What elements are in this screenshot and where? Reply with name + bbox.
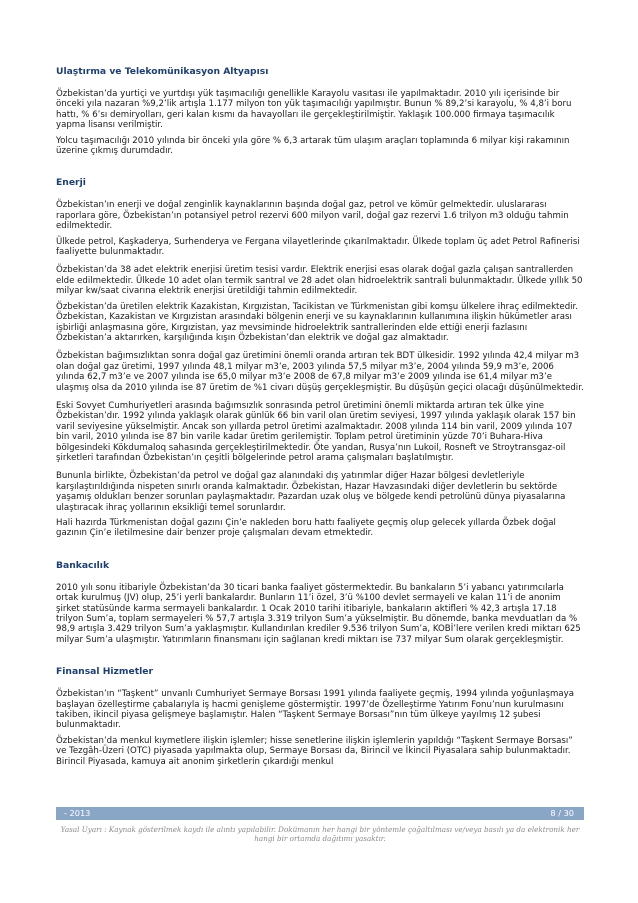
- paragraph: Özbekistan’da üretilen elektrik Kazakistan, Kırgızistan, Tacikistan ve Türkmenistan gibi komşu ülkelere ihraç edilmektedir. Özbekistan, Kazakistan ve Kırgızistan arasındaki bölgenin enerji ve su kaynaklarının kullanımına ilişkin hükümetler arası işbirliği anlaşmasına göre, Kırgızistan, yaz mevsiminde hidroelektrik santrallerinden elde ettiği enerji fazlasını Özbekistan’a aktarırken, karşılığında kışın Özbekistan’dan elektrik ve doğal gaz almaktadır.: [56, 301, 579, 343]
- paragraph: Özbekistan’da 38 adet elektrik enerjisi üretim tesisi vardır. Elektrik enerjisi esas olarak doğal gazla çalışan santrallerden elde edilmektedir. Ülkede 10 adet olan termik santral ve 28 adet olan hidroelektrik santrali bulunmaktadır. Ülkede yıllık 50 milyar kw/saat civarına elektrik enerjisi üretildiği tahmin edilmektedir.: [56, 265, 583, 297]
- paragraph: Yolcu taşımacılığı 2010 yılında bir önceki yıla göre % 6,3 artarak tüm ulaşım araçları toplamında 6 milyar kişi rakamının üzerine çıkmış durumdadır.: [56, 135, 570, 157]
- paragraph: Hali hazırda Türkmenistan doğal gazını Çin’e nakleden boru hattı faaliyete geçmiş olup gelecek yıllarda Özbek doğal gazının Çin’e iletilmesine dair benzer proje çalışmaları devam etmektedir.: [56, 518, 556, 539]
- document-body: [56, 66, 584, 788]
- paragraph: Ülkede petrol, Kaşkaderya, Surhenderya ve Fergana vilayetlerinde çıkarılmaktadır. Ülkede toplam üç adet Petrol Rafinerisi faaliyette bulunmaktadır.: [56, 236, 580, 258]
- legal-disclaimer: Yasal Uyarı : Kaynak gösterilmek kaydı ile alıntı yapılabilir. Dokümanın her hangi bir yöntemle çoğaltılması ve/veya basılı ya da elektronik her hangi bir ortamda dağıtımı yasaktır.: [60, 825, 580, 843]
- section-bankacilik: [56, 560, 584, 645]
- section-enerji: [56, 177, 584, 538]
- section-heading: Bankacılık: [56, 559, 110, 571]
- paragraph: Özbekistan’ın “Taşkent” unvanlı Cumhuriyet Sermaye Borsası 1991 yılında faaliyete geçmiş, 1994 yılında yoğunlaşmaya başlayan özelleştirme çabalarıyla iş hacmi genişleme göstermiştir. 1997’de Özelleştirme Yatırım Fonu’nun kurulmasını takiben, ikincil piyasa gelişmeye başlamıştır. Halen “Taşkent Sermaye Borsası”nın tüm ülkeye yayılmış 12 şubesi bulunmaktadır.: [56, 689, 574, 731]
- section-heading: Finansal Hizmetler: [56, 666, 154, 678]
- paragraph: Bununla birlikte, Özbekistan’da petrol ve doğal gaz alanındaki dış yatırımlar diğer Hazar bölgesi devletleriyle karşılaştırıldığında nispeten sınırlı oranda kalmaktadır. Özbekistan, Hazar Havzasındaki diğer devletlerin bu sektörde yaşamış oldukları benzer sorunları paylaşmaktadır. Pazardan uzak oluş ve bölgede kendi petrolünü dünya piyasalarına ulaştıracak ihraç yollarının eksikliği temel sorunlardır.: [56, 471, 566, 513]
- section-ulastirma: [56, 66, 584, 156]
- footer-bar: [56, 807, 584, 820]
- footer-year: - 2013: [64, 808, 91, 818]
- section-finansal-hizmetler: [56, 666, 584, 767]
- paragraph: Özbekistan bağımsızlıktan sonra doğal gaz üretimini önemli oranda artıran tek BDT ülkesidir. 1992 yılında 42,4 milyar m3 olan doğal gaz üretimi, 1997 yılında 48,1 milyar m3’e, 2003 yılında 57,5 milyar m3’e, 2004 yılında 59,9 m3’e, 2006 yılında 62,7 m3’e ve 2007 yılında ise 65,0 milyar m3’e 2008 de 67,8 milyar m3’e 2009 yılında ise 61,4 milyar m3’e ulaşmış olsa da 2010 yılında ise 87 üretim de %1 civarı düşüş gerçekleşmiştir. Bu düşüşün geçici olacağı düşünülmektedir.: [56, 351, 584, 393]
- paragraph: Özbekistan’da yurtiçi ve yurtdışı yük taşımacılığı genellikle Karayolu vasıtası ile yapılmaktadır. 2010 yılı içerisinde bir önceki yıla nazaran %9,2’lik artışla 1.177 milyon ton yük taşımacılığı yapılmıştır. Bunun % 89,2’si karayolu, % 4,8’i boru hattı, % 6’sı demiryolları, geri kalan kısmı da havayolları ile gerçekleştirilmiştir. Yaklaşık 100.000 firmaya taşımacılık yapma lisansı verilmiştir.: [56, 89, 572, 131]
- section-heading: Enerji: [56, 177, 86, 189]
- paragraph: Özbekistan’da menkul kıymetlere ilişkin işlemler; hisse senetlerine ilişkin işlemlerin yapıldığı “Taşkent Sermaye Borsası” ve Tezgâh-Üzeri (OTC) piyasada yapılmakta olup, Sermaye Borsası da, Birincil ve İkincil Piyasalara sahip bulunmaktadır. Birincil Piyasada, kamuya ait anonim şirketlerin çıkardığı menkul: [56, 735, 573, 767]
- paragraph: 2010 yılı sonu itibariyle Özbekistan’da 30 ticari banka faaliyet göstermektedir. Bu bankaların 5’i yabancı yatırımcılarla ortak kurulmuş (JV) olup, 25’i yerli bankalardır. Bunların 11’i özel, 3’ü %100 devlet sermayeli ve kalan 11’i de anonim şirket statüsünde karma sermayeli bankalardır. 1 Ocak 2010 tarihi itibariyle, bankaların aktifleri % 42,3 artışla 17.18 trilyon Sum’a, toplam sermayeleri % 57,7 artışla 3.319 trilyon Sum’a yükselmiştir. Bu dönemde, banka mevduatları da % 98,9 artışla 3.429 trilyon Sum’a yaklaşmıştır. Kullandırılan krediler 9.536 trilyon Sum’a, KOBİ’lere verilen kredi miktarı 625 milyar Sum’a ulaşmıştır. Yatırımların finansmanı için sağlanan kredi miktarı ise 737 milyar Sum olarak gerçekleşmiştir.: [56, 582, 581, 645]
- page-number: 8 / 30: [550, 808, 574, 818]
- paragraph: Özbekistan’ın enerji ve doğal zenginlik kaynaklarının başında doğal gaz, petrol ve kömür gelmektedir. uluslararası raporlara göre, Özbekistan’ın potansiyel petrol rezervi 600 milyon varil, doğal gaz rezervi 1.6 trilyon m3 olduğu tahmin edilmektedir.: [56, 200, 569, 232]
- paragraph: Eski Sovyet Cumhuriyetleri arasında bağımsızlık sonrasında petrol üretimini önemli miktarda artıran tek ülke yine Özbekistan’dır. 1992 yılında yaklaşık olarak günlük 66 bin varil olan üretim seviyesi, 1997 yılında yaklaşık olarak 157 bin varil seviyesine yükselmiştir. Ancak son yıllarda petrol üretimi azalmaktadır. 2008 yılında 114 bin varil, 2009 yılında 107 bin varil, 2010 yılında ise 87 bin varile kadar üretim gerilemiştir. Toplam petrol üretiminin yüzde 70’i Buhara-Hiva bölgesindeki Kökdumaloq sahasında gerçekleştirilmektedir. Öte yandan, Rusya’nın Lukoil, Rosneft ve Stroytransgaz-oil şirketleri tarafından Özbekistan’ın çeşitli bölgelerinde petrol arama çalışmaları başlatılmıştır.: [56, 400, 576, 463]
- section-heading: Ulaştırma ve Telekomünikasyon Altyapısı: [56, 66, 269, 77]
